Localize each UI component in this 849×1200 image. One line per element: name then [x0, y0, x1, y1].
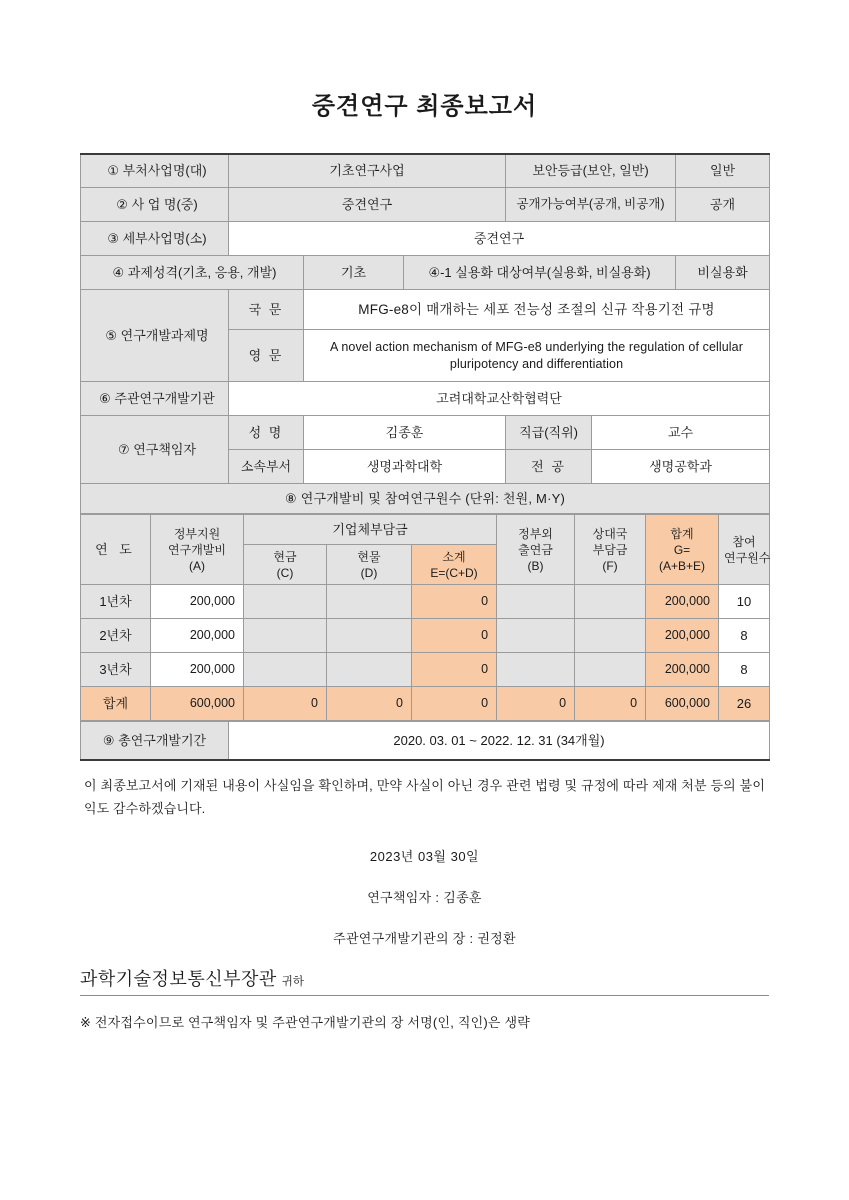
table-row: [81, 484, 770, 514]
table-row: [81, 722, 770, 760]
budget-cell-inkind: [327, 619, 412, 653]
table-row: [81, 222, 770, 256]
budget-cell-non-gov: [497, 619, 575, 653]
table-row: [81, 188, 770, 222]
row2-value: 중견연구: [229, 188, 506, 222]
budget-cell-non-gov: [497, 653, 575, 687]
row5-ko-value: MFG-e8이 매개하는 세포 전능성 조절의 신규 작용기전 규명: [304, 290, 770, 330]
row7-position-label: 직급(직위): [506, 416, 592, 450]
non-gov-line2: 출연금: [518, 542, 553, 557]
budget-cell-total: 200,000: [646, 585, 719, 619]
budget-col-subtotal: [412, 545, 497, 585]
inkind-line2: (D): [360, 565, 378, 580]
budget-cell-researchers: 10: [719, 585, 770, 619]
budget-cell-gov-support: 200,000: [151, 585, 244, 619]
row4-right-label: ④-1 실용화 대상여부(실용화, 비실용화): [404, 256, 676, 290]
row1-value: 기초연구사업: [229, 154, 506, 188]
budget-row-year: 3년차: [81, 653, 151, 687]
budget-total-total: 600,000: [646, 687, 719, 721]
budget-col-inkind: [327, 545, 412, 585]
budget-cell-cash: [244, 653, 327, 687]
cash-line2: (C): [276, 565, 294, 580]
row9-value: 2020. 03. 01 ~ 2022. 12. 31 (34개월): [229, 722, 770, 760]
budget-row-year: 1년차: [81, 585, 151, 619]
row7-dept-value: 생명과학대학: [304, 450, 506, 484]
budget-cell-partner: [575, 653, 646, 687]
gov-support-line2: 연구개발비: [168, 542, 226, 557]
row9-label: ⑨ 총연구개발기간: [81, 722, 229, 760]
budget-col-total: [646, 515, 719, 585]
row5-ko-label: 국 문: [229, 290, 304, 330]
table-row: [81, 154, 770, 188]
budget-cell-subtotal: 0: [412, 619, 497, 653]
gov-support-line1: 정부지원: [173, 526, 221, 541]
row7-major-value: 생명공학과: [592, 450, 770, 484]
budget-total-row: [81, 687, 770, 721]
row5-en-label: 영 문: [229, 330, 304, 382]
row7-dept-label: 소속부서: [229, 450, 304, 484]
page-title: 중견연구 최종보고서: [311, 93, 538, 120]
row3-value: 중견연구: [229, 222, 770, 256]
table-row: [81, 585, 770, 619]
researchers-line1: 참여: [732, 534, 756, 549]
row3-label: ③ 세부사업명(소): [81, 222, 229, 256]
footer-note: ※ 전자접수이므로 연구책임자 및 주관연구개발기관의 장 서명(인, 직인)은 생략: [80, 1015, 530, 1031]
budget-cell-researchers: 8: [719, 619, 770, 653]
budget-total-non-gov: 0: [497, 687, 575, 721]
budget-total-partner: 0: [575, 687, 646, 721]
budget-total-year: 합계: [81, 687, 151, 721]
non-gov-line3: (B): [527, 558, 544, 573]
budget-cell-gov-support: 200,000: [151, 619, 244, 653]
org-head-signature-line: 주관연구개발기관의 장 : 권정환: [333, 931, 516, 947]
gov-support-line3: (A): [189, 558, 205, 573]
row1-right-value: 일반: [676, 154, 770, 188]
budget-col-company-group: 기업체부담금: [244, 515, 497, 545]
budget-cell-cash: [244, 585, 327, 619]
budget-cell-cash: [244, 619, 327, 653]
total-line1: 합계: [670, 526, 694, 541]
row2-label: ② 사 업 명(중): [81, 188, 229, 222]
addressee-title: 과학기술정보통신부장관: [80, 969, 277, 990]
row4-right-value: 비실용화: [676, 256, 770, 290]
row7-name-value: 김종훈: [304, 416, 506, 450]
row1-right-label: 보안등급(보안, 일반): [506, 154, 676, 188]
row5-label: ⑤ 연구개발과제명: [81, 290, 229, 382]
table-row: [81, 416, 770, 450]
budget-cell-non-gov: [497, 585, 575, 619]
subtotal-line1: 소계: [442, 549, 466, 564]
row7-position-value: 교수: [592, 416, 770, 450]
table-row: [81, 256, 770, 290]
budget-cell-inkind: [327, 653, 412, 687]
budget-total-researchers: 26: [719, 687, 770, 721]
budget-col-gov-support: [151, 515, 244, 585]
budget-row-year: 2년차: [81, 619, 151, 653]
period-table: [80, 721, 770, 761]
row7-label: ⑦ 연구책임자: [81, 416, 229, 484]
subtotal-line2: E=(C+D): [430, 565, 478, 580]
budget-cell-researchers: 8: [719, 653, 770, 687]
row2-right-label: 공개가능여부(공개, 비공개): [506, 188, 676, 222]
budget-col-partner: [575, 515, 646, 585]
partner-line1: 상대국: [592, 526, 628, 541]
partner-line2: 부담금: [592, 542, 628, 557]
addressee-block: [80, 965, 769, 996]
row7-major-label: 전 공: [506, 450, 592, 484]
row2-right-value: 공개: [676, 188, 770, 222]
partner-line3: (F): [602, 558, 618, 573]
row4-value: 기초: [304, 256, 404, 290]
row1-label: ① 부처사업명(대): [81, 154, 229, 188]
row6-label: ⑥ 주관연구개발기관: [81, 382, 229, 416]
row6-value: 고려대학교산학협력단: [229, 382, 770, 416]
researchers-line2: 연구원수: [724, 550, 771, 565]
budget-col-researchers: [719, 515, 770, 585]
cash-line1: 현금: [273, 549, 297, 564]
budget-cell-subtotal: 0: [412, 653, 497, 687]
budget-cell-subtotal: 0: [412, 585, 497, 619]
budget-cell-gov-support: 200,000: [151, 653, 244, 687]
budget-cell-partner: [575, 619, 646, 653]
budget-header-row: [81, 515, 770, 545]
addressee-suffix: 귀하: [281, 976, 304, 989]
budget-col-non-gov: [497, 515, 575, 585]
budget-cell-partner: [575, 585, 646, 619]
non-gov-line1: 정부외: [518, 526, 553, 541]
budget-total-subtotal: 0: [412, 687, 497, 721]
budget-total-inkind: 0: [327, 687, 412, 721]
table-row: [81, 290, 770, 330]
budget-total-gov-support: 600,000: [151, 687, 244, 721]
budget-cell-total: 200,000: [646, 653, 719, 687]
row5-en-value: A novel action mechanism of MFG-e8 underlying the regulation of cellular pluripotency and differentiation: [304, 330, 770, 382]
inkind-line1: 현물: [357, 549, 381, 564]
table-row: [81, 382, 770, 416]
budget-total-cash: 0: [244, 687, 327, 721]
budget-cell-inkind: [327, 585, 412, 619]
signature-date: 2023년 03월 30일: [369, 849, 480, 865]
budget-col-cash: [244, 545, 327, 585]
row4-label: ④ 과제성격(기초, 응용, 개발): [81, 256, 304, 290]
budget-col-year: 연 도: [81, 515, 151, 585]
pi-signature-line: 연구책임자 : 김종훈: [367, 890, 482, 906]
budget-cell-total: 200,000: [646, 619, 719, 653]
table-row: [81, 653, 770, 687]
budget-table: [80, 514, 770, 721]
row7-name-label: 성 명: [229, 416, 304, 450]
budget-caption: ⑧ 연구개발비 및 참여연구원수 (단위: 천원, M·Y): [81, 484, 770, 514]
total-line2: G=(A+B+E): [659, 542, 706, 573]
project-info-table: [80, 153, 770, 515]
confirmation-statement: 이 최종보고서에 기재된 내용이 사실임을 확인하며, 만약 사실이 아닌 경우 관련 법령 및 규정에 따라 제재 처분 등의 불이익도 감수하겠습니다.: [84, 777, 765, 816]
table-row: [81, 619, 770, 653]
